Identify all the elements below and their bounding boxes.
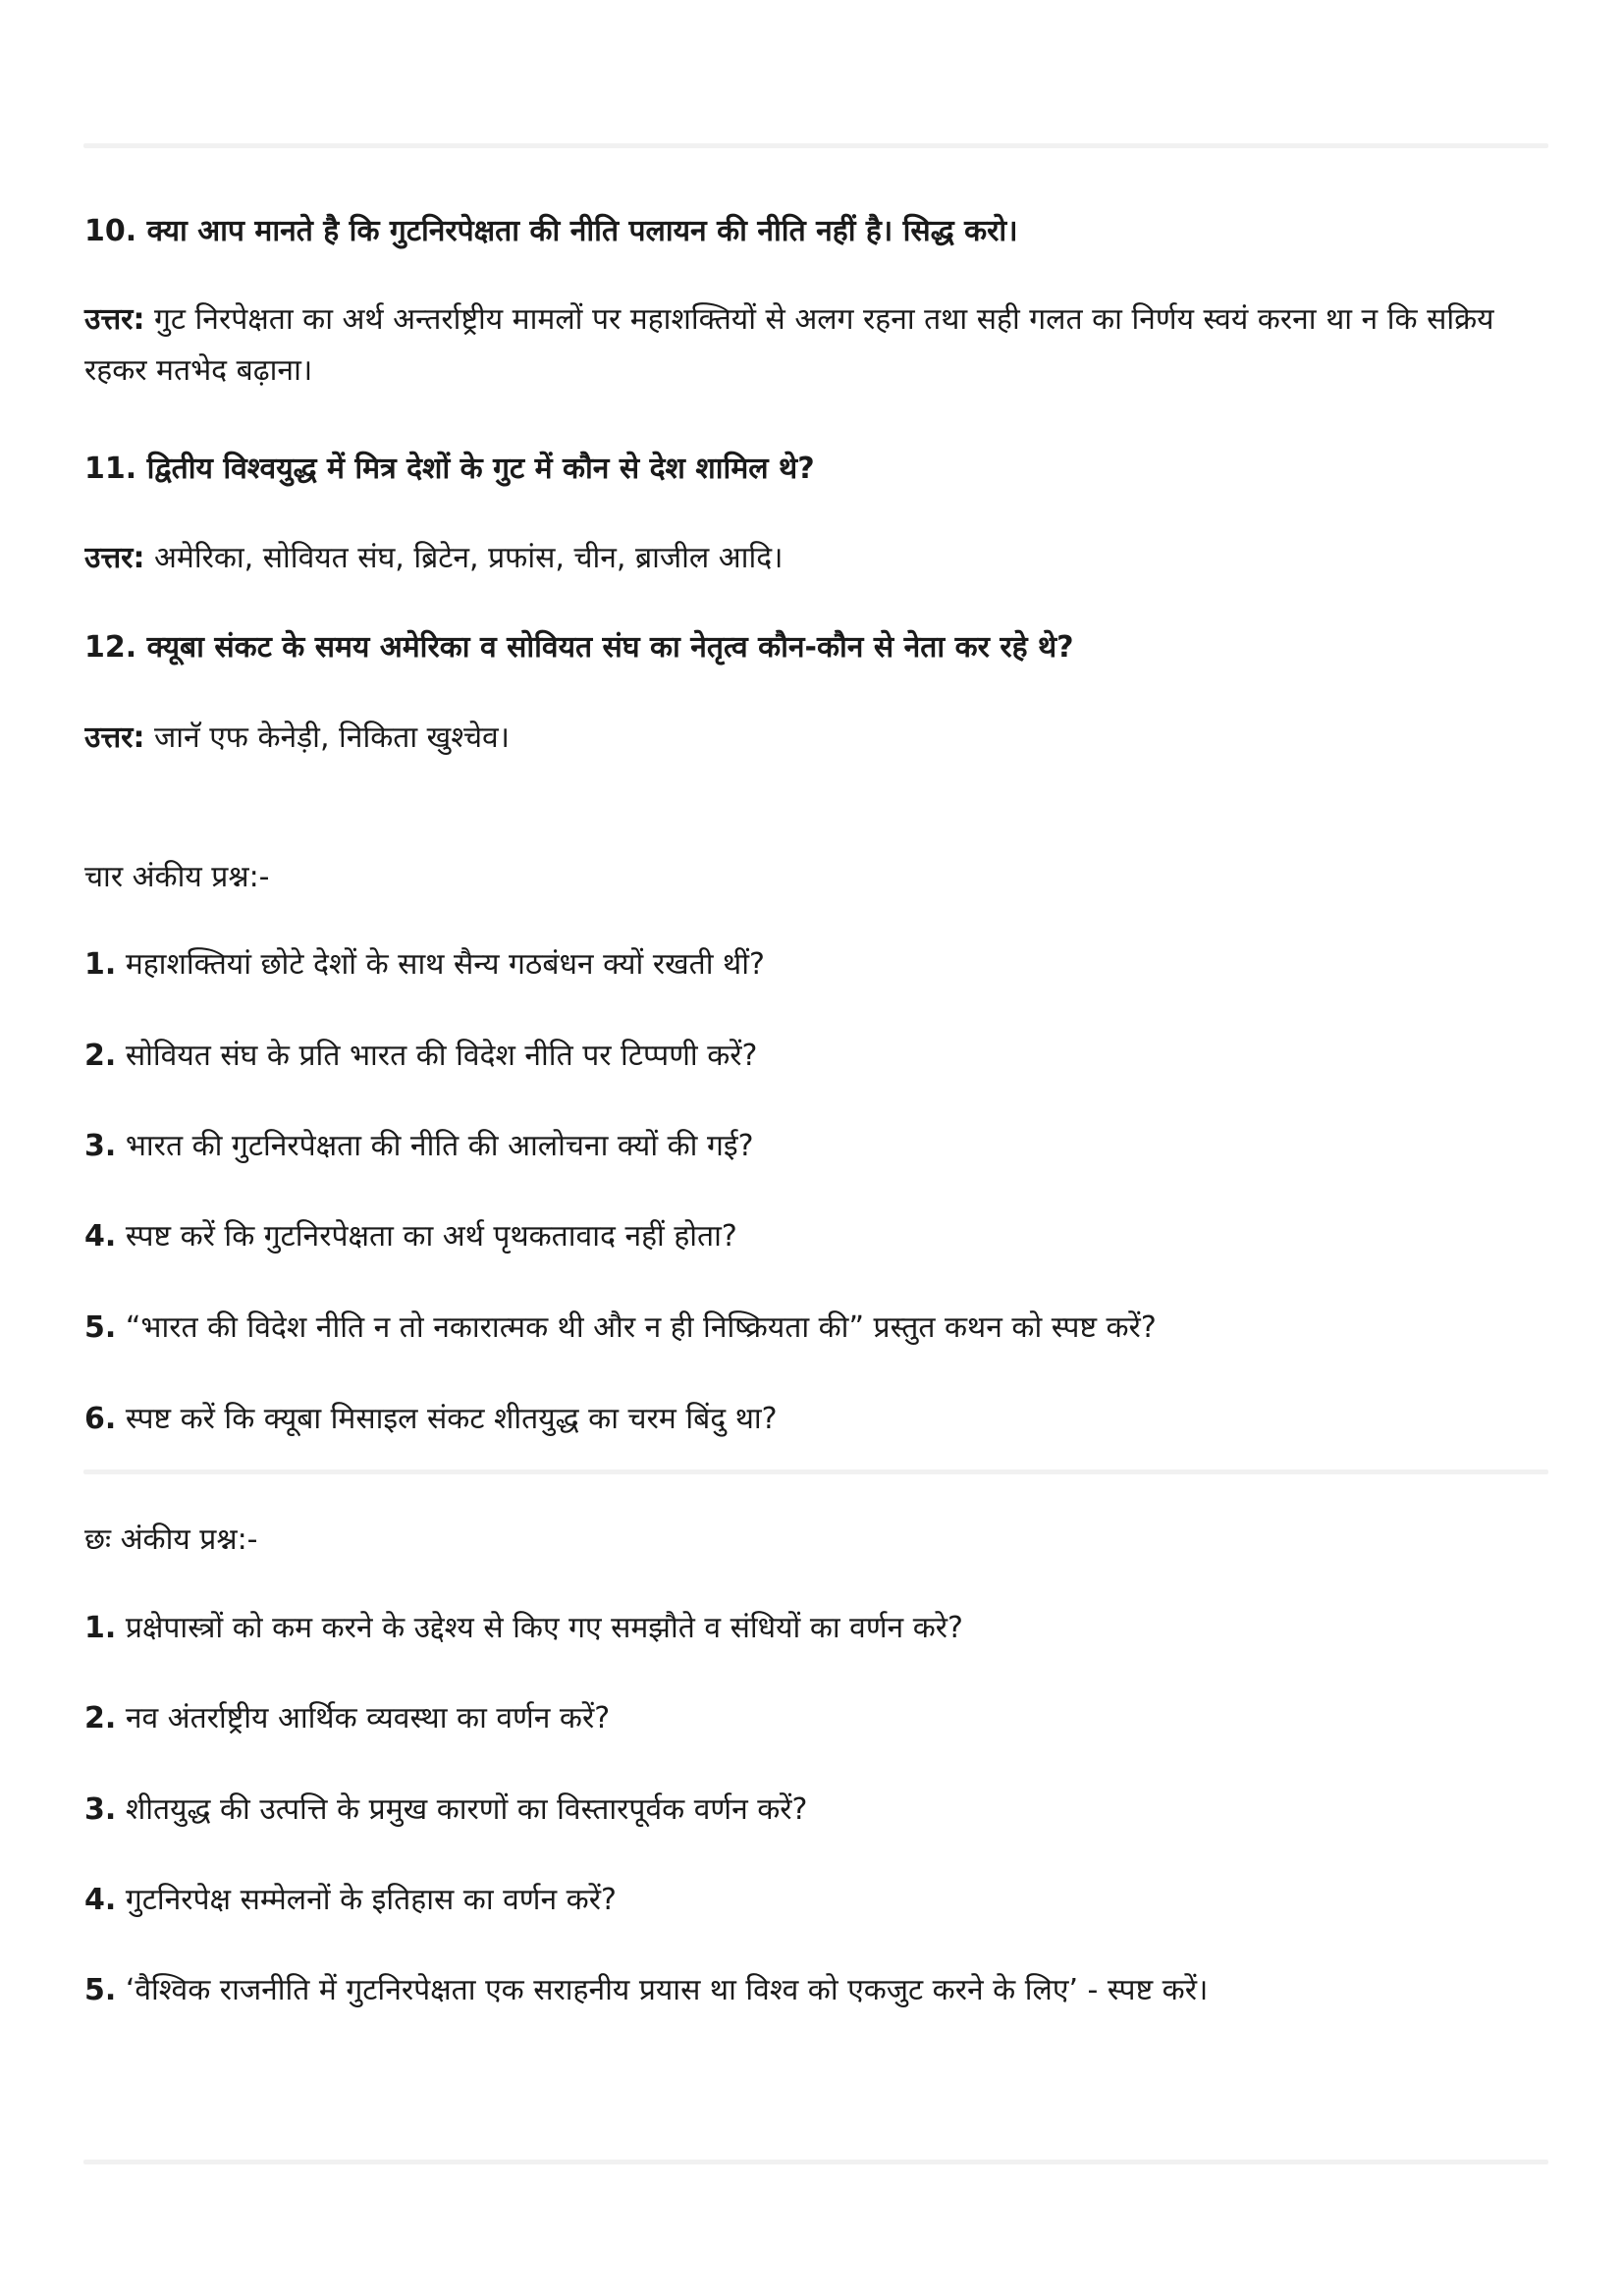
item-text: स्पष्ट करें कि क्यूबा मिसाइल संकट शीतयुद्ध का चरम बिंदु था? — [116, 1402, 778, 1436]
question-11: 11. द्वितीय विश्वयुद्ध में मित्र देशों के गुट में कौन से देश शामिल थे? — [84, 452, 815, 486]
item-number: 3. — [84, 1792, 117, 1827]
item-text: ‘वैश्विक राजनीति में गुटनिरपेक्षता एक सराहनीय प्रयास था विश्व को एकजुट करने के लिए’ - स्पष्ट करें। — [116, 1973, 1209, 2007]
item-number: 2. — [84, 1039, 117, 1073]
answer-12 — [84, 713, 1547, 764]
answer-text: जानॅ एफ केनेड़ी, निकिता खुश्चेव। — [144, 721, 511, 755]
six-mark-item — [84, 1785, 1547, 1836]
answer-text: अमेरिका, सोवियत संघ, ब्रिटेन, प्रफांस, चीन, ब्राजील आदि। — [144, 541, 784, 575]
item-number: 4. — [84, 1883, 117, 1917]
item-number: 5. — [84, 1973, 117, 2007]
section-divider — [83, 1469, 1548, 1474]
question-12: 12. क्यूबा संकट के समय अमेरिका व सोवियत संघ का नेतृत्व कौन-कौन से नेता कर रहे थे? — [84, 630, 1074, 665]
bottom-divider — [83, 2160, 1548, 2164]
item-text: भारत की गुटनिरपेक्षता की नीति की आलोचना क्यों की गई? — [116, 1129, 754, 1163]
four-mark-item — [84, 1303, 1547, 1354]
section-heading-six-mark: छः अंकीय प्रश्न:- — [84, 1522, 258, 1557]
six-mark-item — [84, 1965, 1547, 2016]
four-mark-item — [84, 1121, 1547, 1172]
four-mark-item — [84, 939, 1547, 990]
six-mark-item — [84, 1875, 1547, 1926]
item-number: 2. — [84, 1701, 117, 1735]
six-mark-item — [84, 1693, 1547, 1744]
item-text: गुटनिरपेक्ष सम्मेलनों के इतिहास का वर्णन करें? — [116, 1883, 617, 1917]
item-text: शीतयुद्ध की उत्पत्ति के प्रमुख कारणों का विस्तारपूर्वक वर्णन करें? — [116, 1792, 808, 1827]
question-10: 10. क्या आप मानते है कि गुटनिरपेक्षता की नीति पलायन की नीति नहीं है। सिद्ध करो। — [84, 214, 1018, 248]
item-number: 6. — [84, 1402, 117, 1436]
item-text: नव अंतर्राष्ट्रीय आर्थिक व्यवस्था का वर्णन करें? — [116, 1701, 611, 1735]
item-number: 5. — [84, 1310, 117, 1345]
item-number: 1. — [84, 1611, 117, 1645]
six-mark-item — [84, 1603, 1547, 1654]
item-text: स्पष्ट करें कि गुटनिरपेक्षता का अर्थ पृथकतावाद नहीं होता? — [116, 1219, 737, 1254]
answer-label: उत्तर: — [84, 302, 145, 337]
answer-label: उत्तर: — [84, 541, 145, 575]
answer-text: गुट निरपेक्षता का अर्थ अन्तर्राष्ट्रीय मामलों पर महाशक्तियों से अलग रहना तथा सही गलत का निर्णय स्वयं करना था न कि सक्रिय रहकर मतभेद बढ़ाना। — [84, 302, 1494, 388]
section-heading-four-mark: चार अंकीय प्रश्न:- — [84, 860, 270, 894]
item-number: 3. — [84, 1129, 117, 1163]
four-mark-item — [84, 1394, 1547, 1445]
item-number: 4. — [84, 1219, 117, 1254]
item-text: महाशक्तियां छोटे देशों के साथ सैन्य गठबंधन क्यों रखती थीं? — [116, 947, 765, 982]
answer-10 — [84, 294, 1547, 397]
answer-11 — [84, 533, 1547, 584]
item-text: “भारत की विदेश नीति न तो नकारात्मक थी और न ही निष्क्रियता की” प्रस्तुत कथन को स्पष्ट करें? — [116, 1310, 1157, 1345]
item-text: प्रक्षेपास्त्रों को कम करने के उद्देश्य से किए गए समझौते व संधियों का वर्णन करे? — [116, 1611, 963, 1645]
item-text: सोवियत संघ के प्रति भारत की विदेश नीति पर टिप्पणी करें? — [116, 1039, 758, 1073]
four-mark-item — [84, 1031, 1547, 1082]
item-number: 1. — [84, 947, 117, 982]
answer-label: उत्तर: — [84, 721, 145, 755]
four-mark-item — [84, 1211, 1547, 1262]
top-divider — [83, 143, 1548, 148]
